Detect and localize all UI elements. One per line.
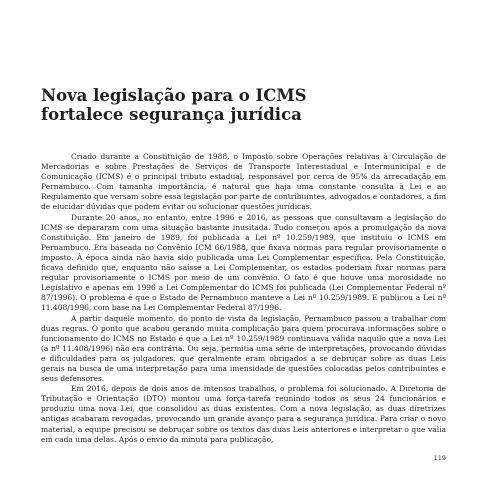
paragraph-4: Em 2016, depois de dois anos de intensos trabalhos, o problema foi solucionado. A Diretoria de Tributação e Orientação (DTO) montou uma força-tarefa reunindo todos os seus 24 funcionários e produziu uma nova Lei, que consolidou as duas existentes. Com a nova legislação, as duas diretrizes antigas acabaram revogadas, provocando um grande avanço para a segurança jurídica. Para criar o novo material, a equipe precisou se debruçar sobre os textos das duas Leis anteriores e interpretar o que valia em cada uma delas. Após o envio da minuta para publicação, — [41, 384, 446, 444]
article-title — [41, 86, 441, 124]
page-number: 119 — [433, 454, 446, 462]
article-body — [41, 152, 446, 445]
article-title-line-1: Nova legislação para o ICMS — [41, 86, 307, 105]
paragraph-2: Durante 20 anos, no entanto, entre 1996 e 2016, as pessoas que consultavam a legislação do ICMS se depararam com uma situação bastante inusitada. Tudo começou após a promulgação da nova Constituição. Em janeiro de 1989, foi publicada a Lei nº 10.259/1989, que instituiu o ICMS em Pernambuco. Era baseada no Convênio ICM 66/1988, que fixava normas para regular provisoriamente o imposto. À época ainda não havia sido publicada uma Lei Complementar específica. Pela Constituição, ficava definido que, enquanto não saísse a Lei Complementar, os estados poderiam fixar normas para regular provisoriamente o ICMS por meio de um convênio. O fato é que houve uma morosidade no Legislativo e apenas em 1996 a Lei Complementar do ICMS foi publicada (Lei Complementar Federal nº 87/1996). O problema é que o Estado de Pernambuco manteve a Lei nº 10.259/1989. E publicou a Lei nº 11.408/1996, com base na Lei Complementar Federal 87/1996. — [41, 212, 446, 313]
paragraph-3: A partir daquele momento, do ponto de vista da legislação, Pernambuco passou a trabalhar com duas regras. O ponto que acabou gerando muita complicação para quem procurava informações sobre o funcionamento do ICMS no Estado é que a Lei nº 10.259/1989 continuava válida naquilo que a nova Lei (a nº 11.408/1996) não era contrária. Ou seja, permitia uma série de interpretações, provocando dúvidas e dificuldades para os julgadores, que geralmente eram obrigados a se debruçar sobre as duas Leis gerais na busca de uma interpretação para uma imensidade de questões colocadas pelos contribuintes e seus defensores. — [41, 313, 446, 384]
article-title-line-2: fortalece segurança jurídica — [41, 105, 302, 124]
paragraph-1: Criado durante a Constituição de 1988, o Imposto sobre Operações relativas à Circulação de Mercadorias e sobre Prestações de Serviços de Transporte Interestadual e Intermunicipal e de Comunicação (ICMS) é o principal tributo estadual, responsável por cerca de 95% da arrecadação em Pernambuco. Com tamanha importância, é natural que haja uma constante consulta à Lei e ao Regulamento que versam sobre essa legislação por parte de contribuintes, advogados e contadores, a fim de elucidar dúvidas que podem evitar ou solucionar questões jurídicas. — [41, 152, 446, 212]
